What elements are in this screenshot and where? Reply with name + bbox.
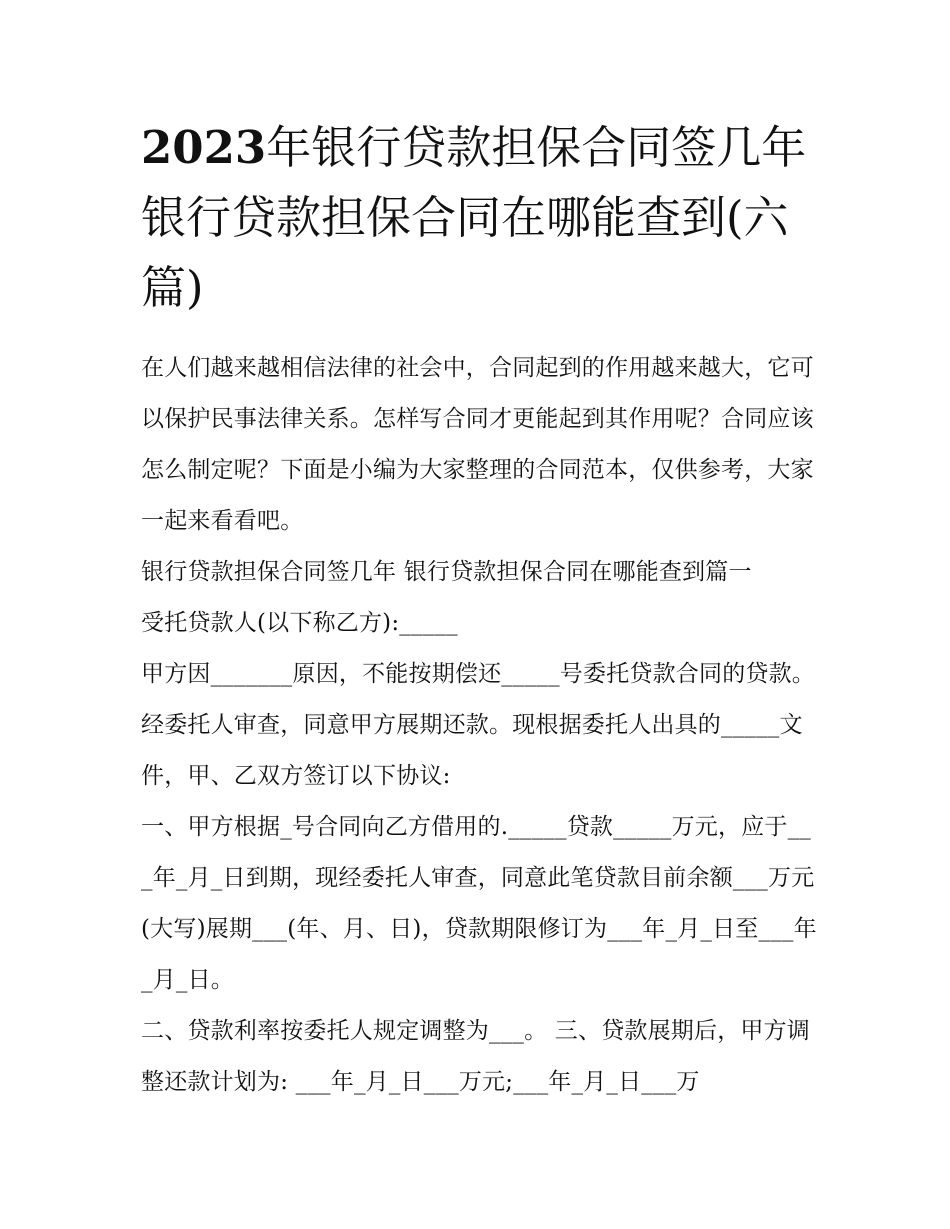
document-title bbox=[141, 113, 821, 323]
document-body bbox=[141, 343, 821, 1108]
clause-two-three: 二、贷款利率按委托人规定调整为___。 三、贷款展期后，甲方调整还款计划为: ___年_月_日___万元;___年_月_日___万 bbox=[141, 1018, 811, 1095]
document-page bbox=[141, 113, 821, 1108]
title-text: 年银行贷款担保合同签几年 银行贷款担保合同在哪能查到(六篇) bbox=[141, 121, 807, 314]
intro-paragraph: 在人们越来越相信法律的社会中，合同起到的作用越来越大，它可以保护民事法律关系。怎样写合同才更能起到其作用呢？合同应该怎么制定呢？下面是小编为大家整理的合同范本，仅供参考，大家一起来看看吧。 bbox=[141, 355, 814, 534]
section-heading: 银行贷款担保合同签几年 银行贷款担保合同在哪能查到篇一 bbox=[141, 559, 752, 585]
title-year: 2023 bbox=[141, 121, 267, 174]
party-b-line: 受托贷款人(以下称乙方):_____ bbox=[141, 610, 458, 636]
contract-paragraph: 甲方因_______原因，不能按期偿还_____号委托贷款合同的贷款。经委托人审查，同意甲方展期还款。现根据委托人出具的_____文件，甲、乙双方签订以下协议: bbox=[141, 661, 815, 789]
clause-one: 一、甲方根据_号合同向乙方借用的._____贷款_____万元，应于___年_月_日到期，现经委托人审查，同意此笔贷款目前余额___万元(大写)展期___(年、月、日)，贷款期限修订为___年_月_日至___年_月_日。 bbox=[141, 814, 817, 993]
